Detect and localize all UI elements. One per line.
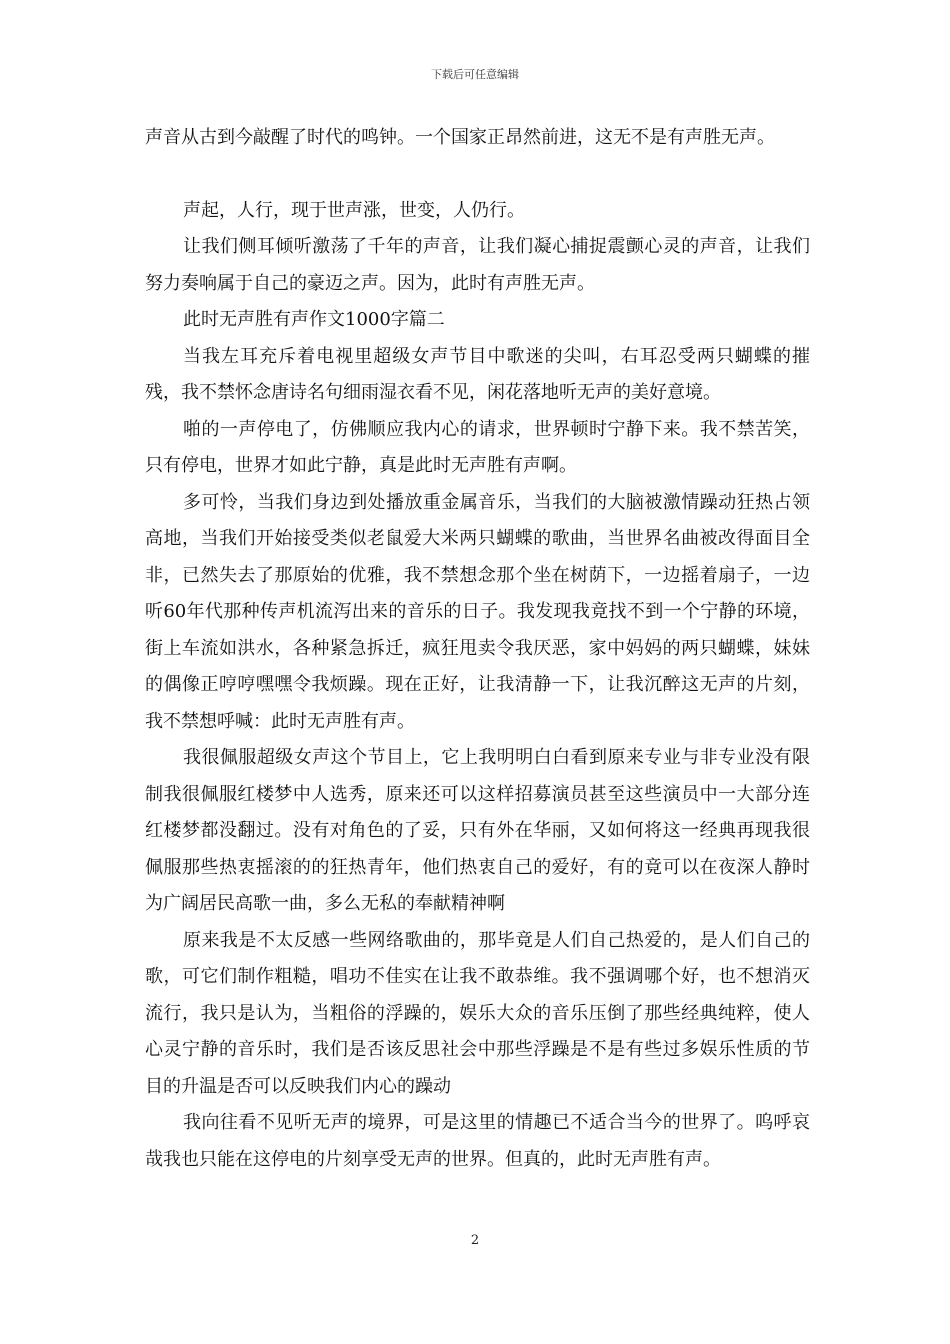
paragraph-8: 原来我是不太反感一些网络歌曲的，那毕竟是人们自己热爱的，是人们自己的歌，可它们制作粗糙，唱功不佳实在让我不敢恭维。我不强调哪个好，也不想消灭流行，我只是认为，当粗俗的浮躁的，娱乐大众的音乐压倒了那些经典纯粹，使人心灵宁静的音乐时，我们是否该反思社会中那些浮躁是不是有些过多娱乐性质的节目的升温是否可以反映我们内心的躁动 xyxy=(145,929,810,1097)
paragraph-3: 让我们侧耳倾听激荡了千年的声音，让我们凝心捕捉震颤心灵的声音，让我们努力奏响属于自己的豪迈之声。因为，此时有声胜无声。 xyxy=(145,236,810,294)
page-number: 2 xyxy=(470,1233,480,1248)
page-header: 下载后可任意编辑 xyxy=(431,68,519,81)
document-body xyxy=(145,120,810,1178)
paragraph-7: 我很佩服超级女声这个节目上，它上我明明白白看到原来专业与非专业没有限制我很佩服红楼梦中人选秀，原来还可以这样招募演员甚至这些演员中一大部分连红楼梦都没翻过。没有对角色的了妥，只有外在华丽，又如何将这一经典再现我很佩服那些热衷摇滚的的狂热青年，他们热衷自己的爱好，有的竟可以在夜深人静时为广阔居民高歌一曲，多么无私的奉献精神啊 xyxy=(145,747,810,914)
paragraph-1: 声音从古到今敲醒了时代的鸣钟。一个国家正昂然前进，这无不是有声胜无声。 xyxy=(145,127,775,148)
paragraph-6: 多可怜，当我们身边到处播放重金属音乐，当我们的大脑被激情躁动狂热占领高地，当我们开始接受类似老鼠爱大米两只蝴蝶的歌曲，当世界名曲被改得面目全非，已然失去了那原始的优雅，我不禁想念那个坐在树荫下，一边摇着扇子，一边听60年代那种传声机流泻出来的音乐的日子。我发现我竟找不到一个宁静的环境，街上车流如洪水，各种紧急拆迁，疯狂甩卖令我厌恶，家中妈妈的两只蝴蝶，妹妹的偶像正哼哼嘿嘿令我烦躁。现在正好，让我清静一下，让我沉醉这无声的片刻，我不禁想呼喊：此时无声胜有声。 xyxy=(145,491,810,732)
paragraph-5: 啪的一声停电了，仿佛顺应我内心的请求，世界顿时宁静下来。我不禁苦笑，只有停电，世界才如此宁静，真是此时无声胜有声啊。 xyxy=(145,418,810,476)
section-heading: 此时无声胜有声作文1000字篇二 xyxy=(183,309,445,330)
paragraph-4: 当我左耳充斥着电视里超级女声节目中歌迷的尖叫，右耳忍受两只蝴蝶的摧残，我不禁怀念唐诗名句细雨湿衣看不见，闲花落地听无声的美好意境。 xyxy=(145,345,810,403)
paragraph-9: 我向往看不见听无声的境界，可是这里的情趣已不适合当今的世界了。呜呼哀哉我也只能在这停电的片刻享受无声的世界。但真的，此时无声胜有声。 xyxy=(145,1112,810,1170)
paragraph-2: 声起，人行，现于世声涨，世变，人仍行。 xyxy=(183,199,525,221)
paragraph-spacer xyxy=(145,157,810,193)
